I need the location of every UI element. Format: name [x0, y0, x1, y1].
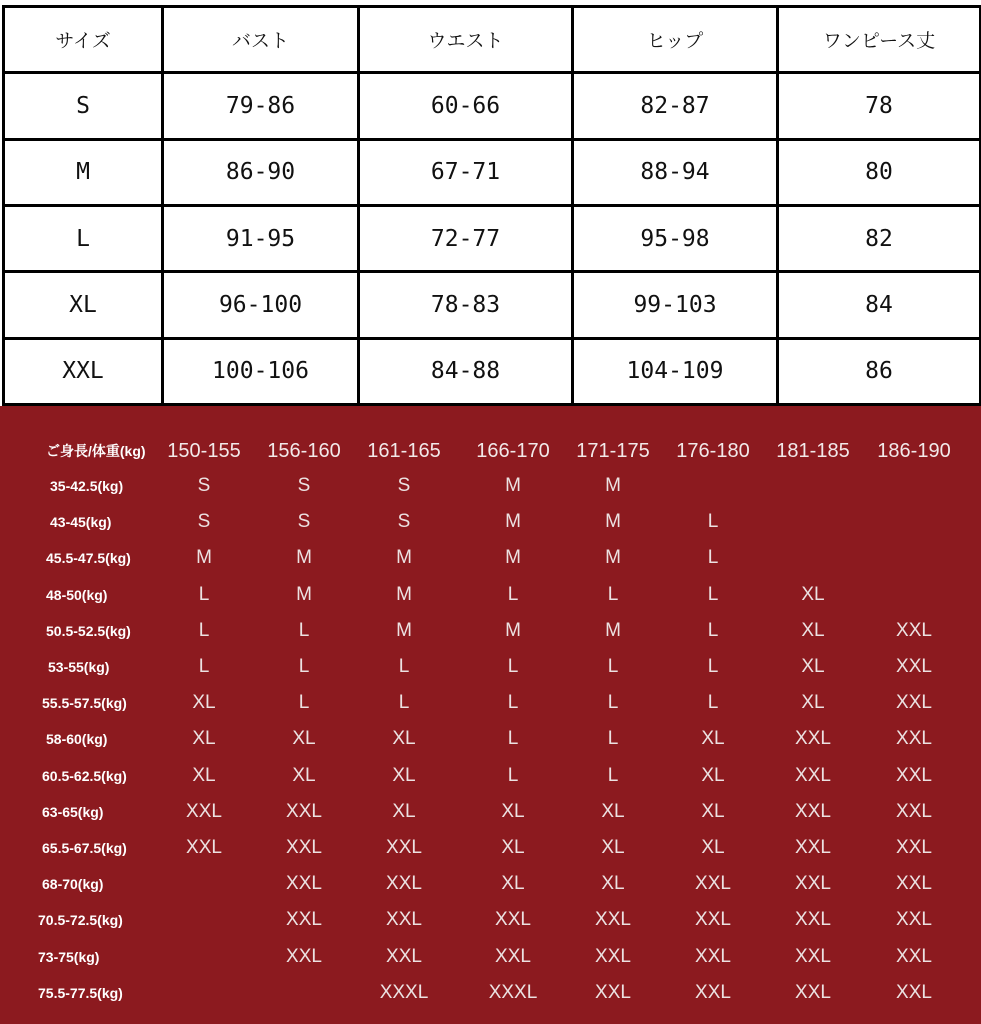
length-value: 80: [778, 139, 981, 205]
size-recommendation-cell: M: [505, 475, 521, 496]
waist-value: 84-88: [359, 338, 573, 404]
size-recommendation-cell: XL: [501, 873, 525, 894]
size-recommendation-cell: XXL: [386, 837, 422, 858]
header-hip: ヒップ: [573, 7, 778, 73]
size-recommendation-cell: L: [298, 620, 310, 641]
hip-value: 99-103: [573, 272, 778, 338]
length-value: 78: [778, 73, 981, 139]
size-recommendation-cell: XXL: [896, 765, 932, 786]
hip-value: 95-98: [573, 205, 778, 271]
size-recommendation-cell: S: [197, 511, 211, 532]
size-recommendation-cell: M: [396, 620, 412, 641]
size-recommendation-cell: L: [398, 656, 410, 677]
size-recommendation-cell: S: [297, 511, 311, 532]
weight-label: 73-75(kg): [38, 949, 100, 965]
size-recommendation-cell: XXL: [186, 801, 222, 822]
size-recommendation-cell: XXL: [495, 909, 531, 930]
header-dress-length: ワンピース丈: [778, 7, 981, 73]
size-row-s: [4, 73, 981, 139]
size-recommendation-cell: XXL: [386, 873, 422, 894]
weight-label: 58-60(kg): [46, 731, 108, 747]
size-recommendation-cell: S: [397, 475, 411, 496]
size-recommendation-cell: XL: [701, 837, 725, 858]
size-recommendation-cell: XL: [501, 801, 525, 822]
size-label: L: [4, 205, 163, 271]
weight-label: 75.5-77.5(kg): [38, 985, 123, 1001]
size-recommendation-cell: L: [707, 620, 719, 641]
weight-label: 50.5-52.5(kg): [46, 623, 131, 639]
waist-value: 72-77: [359, 205, 573, 271]
height-header: 166-170: [476, 440, 550, 462]
size-recommendation-cell: L: [707, 656, 719, 677]
size-recommendation-cell: XXL: [286, 909, 322, 930]
weight-label: 48-50(kg): [46, 587, 108, 603]
size-recommendation-cell: L: [298, 656, 310, 677]
size-recommendation-cell: XL: [801, 692, 825, 713]
size-recommendation-cell: M: [396, 584, 412, 605]
size-recommendation-cell: L: [707, 547, 719, 568]
corner-label: ご身長/体重(kg): [46, 443, 146, 459]
size-recommendation-cell: XXXL: [379, 982, 429, 1003]
length-value: 82: [778, 205, 981, 271]
size-recommendation-cell: L: [507, 656, 519, 677]
size-recommendation-cell: L: [198, 584, 210, 605]
hip-value: 82-87: [573, 73, 778, 139]
size-recommendation-cell: M: [296, 584, 312, 605]
size-recommendation-cell: M: [505, 620, 521, 641]
size-recommendation-cell: XXXL: [488, 982, 538, 1003]
waist-value: 60-66: [359, 73, 573, 139]
size-recommendation-cell: XL: [601, 837, 625, 858]
size-recommendation-cell: XXL: [795, 728, 831, 749]
size-recommendation-cell: L: [507, 584, 519, 605]
height-header: 161-165: [367, 440, 441, 462]
weight-label: 43-45(kg): [50, 514, 112, 530]
bust-value: 100-106: [163, 338, 359, 404]
size-recommendation-cell: XL: [701, 765, 725, 786]
size-recommendation-cell: M: [396, 547, 412, 568]
size-recommendation-cell: L: [607, 656, 619, 677]
size-recommendation-cell: XXL: [286, 946, 322, 967]
size-label: XXL: [4, 338, 163, 404]
size-recommendation-cell: XXL: [795, 946, 831, 967]
length-value: 84: [778, 272, 981, 338]
size-recommendation-cell: XL: [501, 837, 525, 858]
header-bust: バスト: [163, 7, 359, 73]
bust-value: 79-86: [163, 73, 359, 139]
bust-value: 96-100: [163, 272, 359, 338]
size-recommendation-cell: L: [607, 584, 619, 605]
size-recommendation-cell: XL: [701, 801, 725, 822]
size-recommendation-cell: XXL: [795, 873, 831, 894]
size-recommendation-cell: XXL: [896, 801, 932, 822]
size-recommendation-cell: XL: [392, 728, 416, 749]
size-recommendation-cell: XL: [392, 765, 416, 786]
size-recommendation-cell: M: [605, 511, 621, 532]
size-recommendation-cell: XL: [801, 620, 825, 641]
size-row-xl: [4, 272, 981, 338]
size-table-header-row: [4, 7, 981, 73]
size-recommendation-cell: XL: [292, 728, 316, 749]
size-recommendation-cell: XXL: [896, 946, 932, 967]
height-header: 176-180: [676, 440, 750, 462]
size-recommendation-cell: M: [505, 547, 521, 568]
length-value: 86: [778, 338, 981, 404]
size-recommendation-cell: L: [607, 692, 619, 713]
size-recommendation-cell: XXL: [795, 765, 831, 786]
weight-label: 55.5-57.5(kg): [42, 695, 127, 711]
size-recommendation-cell: XXL: [795, 837, 831, 858]
size-recommendation-cell: M: [605, 547, 621, 568]
size-recommendation-cell: L: [507, 765, 519, 786]
size-recommendation-cell: L: [607, 728, 619, 749]
size-recommendation-cell: XXL: [595, 946, 631, 967]
size-recommendation-cell: XL: [701, 728, 725, 749]
size-recommendation-cell: XL: [192, 765, 216, 786]
size-recommendation-cell: M: [605, 620, 621, 641]
size-recommendation-cell: L: [607, 765, 619, 786]
size-recommendation-cell: L: [398, 692, 410, 713]
header-waist: ウエスト: [359, 7, 573, 73]
size-recommendation-cell: L: [198, 620, 210, 641]
size-recommendation-cell: XXL: [286, 837, 322, 858]
hip-value: 88-94: [573, 139, 778, 205]
weight-label: 68-70(kg): [42, 876, 104, 892]
size-row-xxl: [4, 338, 981, 404]
size-recommendation-cell: XXL: [595, 909, 631, 930]
height-weight-size-recommendation: [0, 406, 981, 1024]
size-recommendation-cell: XXL: [896, 873, 932, 894]
weight-label: 63-65(kg): [42, 804, 104, 820]
weight-label: 53-55(kg): [48, 659, 110, 675]
bust-value: 91-95: [163, 205, 359, 271]
size-recommendation-cell: L: [507, 692, 519, 713]
height-header: 150-155: [167, 440, 241, 462]
waist-value: 78-83: [359, 272, 573, 338]
size-recommendation-cell: S: [397, 511, 411, 532]
size-recommendation-cell: XXL: [695, 909, 731, 930]
size-recommendation-cell: XXL: [286, 801, 322, 822]
size-label: S: [4, 73, 163, 139]
size-measurement-chart: [0, 0, 981, 406]
hip-value: 104-109: [573, 338, 778, 404]
size-recommendation-cell: L: [298, 692, 310, 713]
size-recommendation-cell: XL: [801, 656, 825, 677]
size-recommendation-cell: XXL: [386, 909, 422, 930]
weight-label: 35-42.5(kg): [50, 478, 124, 494]
size-recommendation-cell: XXL: [386, 946, 422, 967]
size-recommendation-cell: XXL: [896, 620, 932, 641]
size-recommendation-cell: XL: [601, 801, 625, 822]
size-recommendation-cell: XXL: [896, 909, 932, 930]
size-recommendation-cell: XXL: [186, 837, 222, 858]
size-label: XL: [4, 272, 163, 338]
size-label: M: [4, 139, 163, 205]
size-recommendation-cell: XXL: [695, 946, 731, 967]
size-recommendation-cell: XXL: [286, 873, 322, 894]
size-recommendation-cell: M: [505, 511, 521, 532]
height-header: 171-175: [576, 440, 650, 462]
size-recommendation-cell: XXL: [896, 656, 932, 677]
size-recommendation-cell: XL: [801, 584, 825, 605]
size-recommendation-cell: M: [605, 475, 621, 496]
size-recommendation-cell: XXL: [896, 692, 932, 713]
waist-value: 67-71: [359, 139, 573, 205]
size-row-l: [4, 205, 981, 271]
size-recommendation-cell: XL: [601, 873, 625, 894]
size-row-m: [4, 139, 981, 205]
size-recommendation-cell: L: [198, 656, 210, 677]
weight-label: 65.5-67.5(kg): [42, 840, 127, 856]
weight-label: 70.5-72.5(kg): [38, 912, 123, 928]
size-recommendation-cell: XXL: [896, 982, 932, 1003]
size-recommendation-cell: XXL: [896, 837, 932, 858]
size-recommendation-cell: XL: [192, 728, 216, 749]
size-recommendation-cell: S: [197, 475, 211, 496]
size-recommendation-cell: XL: [192, 692, 216, 713]
size-recommendation-cell: M: [196, 547, 212, 568]
size-recommendation-cell: XXL: [595, 982, 631, 1003]
height-header: 186-190: [877, 440, 951, 462]
bust-value: 86-90: [163, 139, 359, 205]
height-header: 181-185: [776, 440, 850, 462]
size-recommendation-cell: XXL: [495, 946, 531, 967]
size-recommendation-cell: L: [507, 728, 519, 749]
size-table: [2, 5, 981, 406]
header-size: サイズ: [4, 7, 163, 73]
size-recommendation-cell: M: [296, 547, 312, 568]
size-recommendation-cell: L: [707, 692, 719, 713]
size-recommendation-cell: XXL: [795, 982, 831, 1003]
height-header: 156-160: [267, 440, 341, 462]
weight-label: 45.5-47.5(kg): [46, 550, 131, 566]
size-recommendation-cell: XXL: [695, 873, 731, 894]
size-recommendation-cell: XL: [292, 765, 316, 786]
size-recommendation-cell: XXL: [896, 728, 932, 749]
size-recommendation-cell: XL: [392, 801, 416, 822]
size-recommendation-cell: XXL: [795, 801, 831, 822]
size-recommendation-cell: XXL: [695, 982, 731, 1003]
size-recommendation-cell: S: [297, 475, 311, 496]
size-recommendation-cell: L: [707, 584, 719, 605]
weight-label: 60.5-62.5(kg): [42, 768, 127, 784]
size-recommendation-cell: L: [707, 511, 719, 532]
size-recommendation-cell: XXL: [795, 909, 831, 930]
